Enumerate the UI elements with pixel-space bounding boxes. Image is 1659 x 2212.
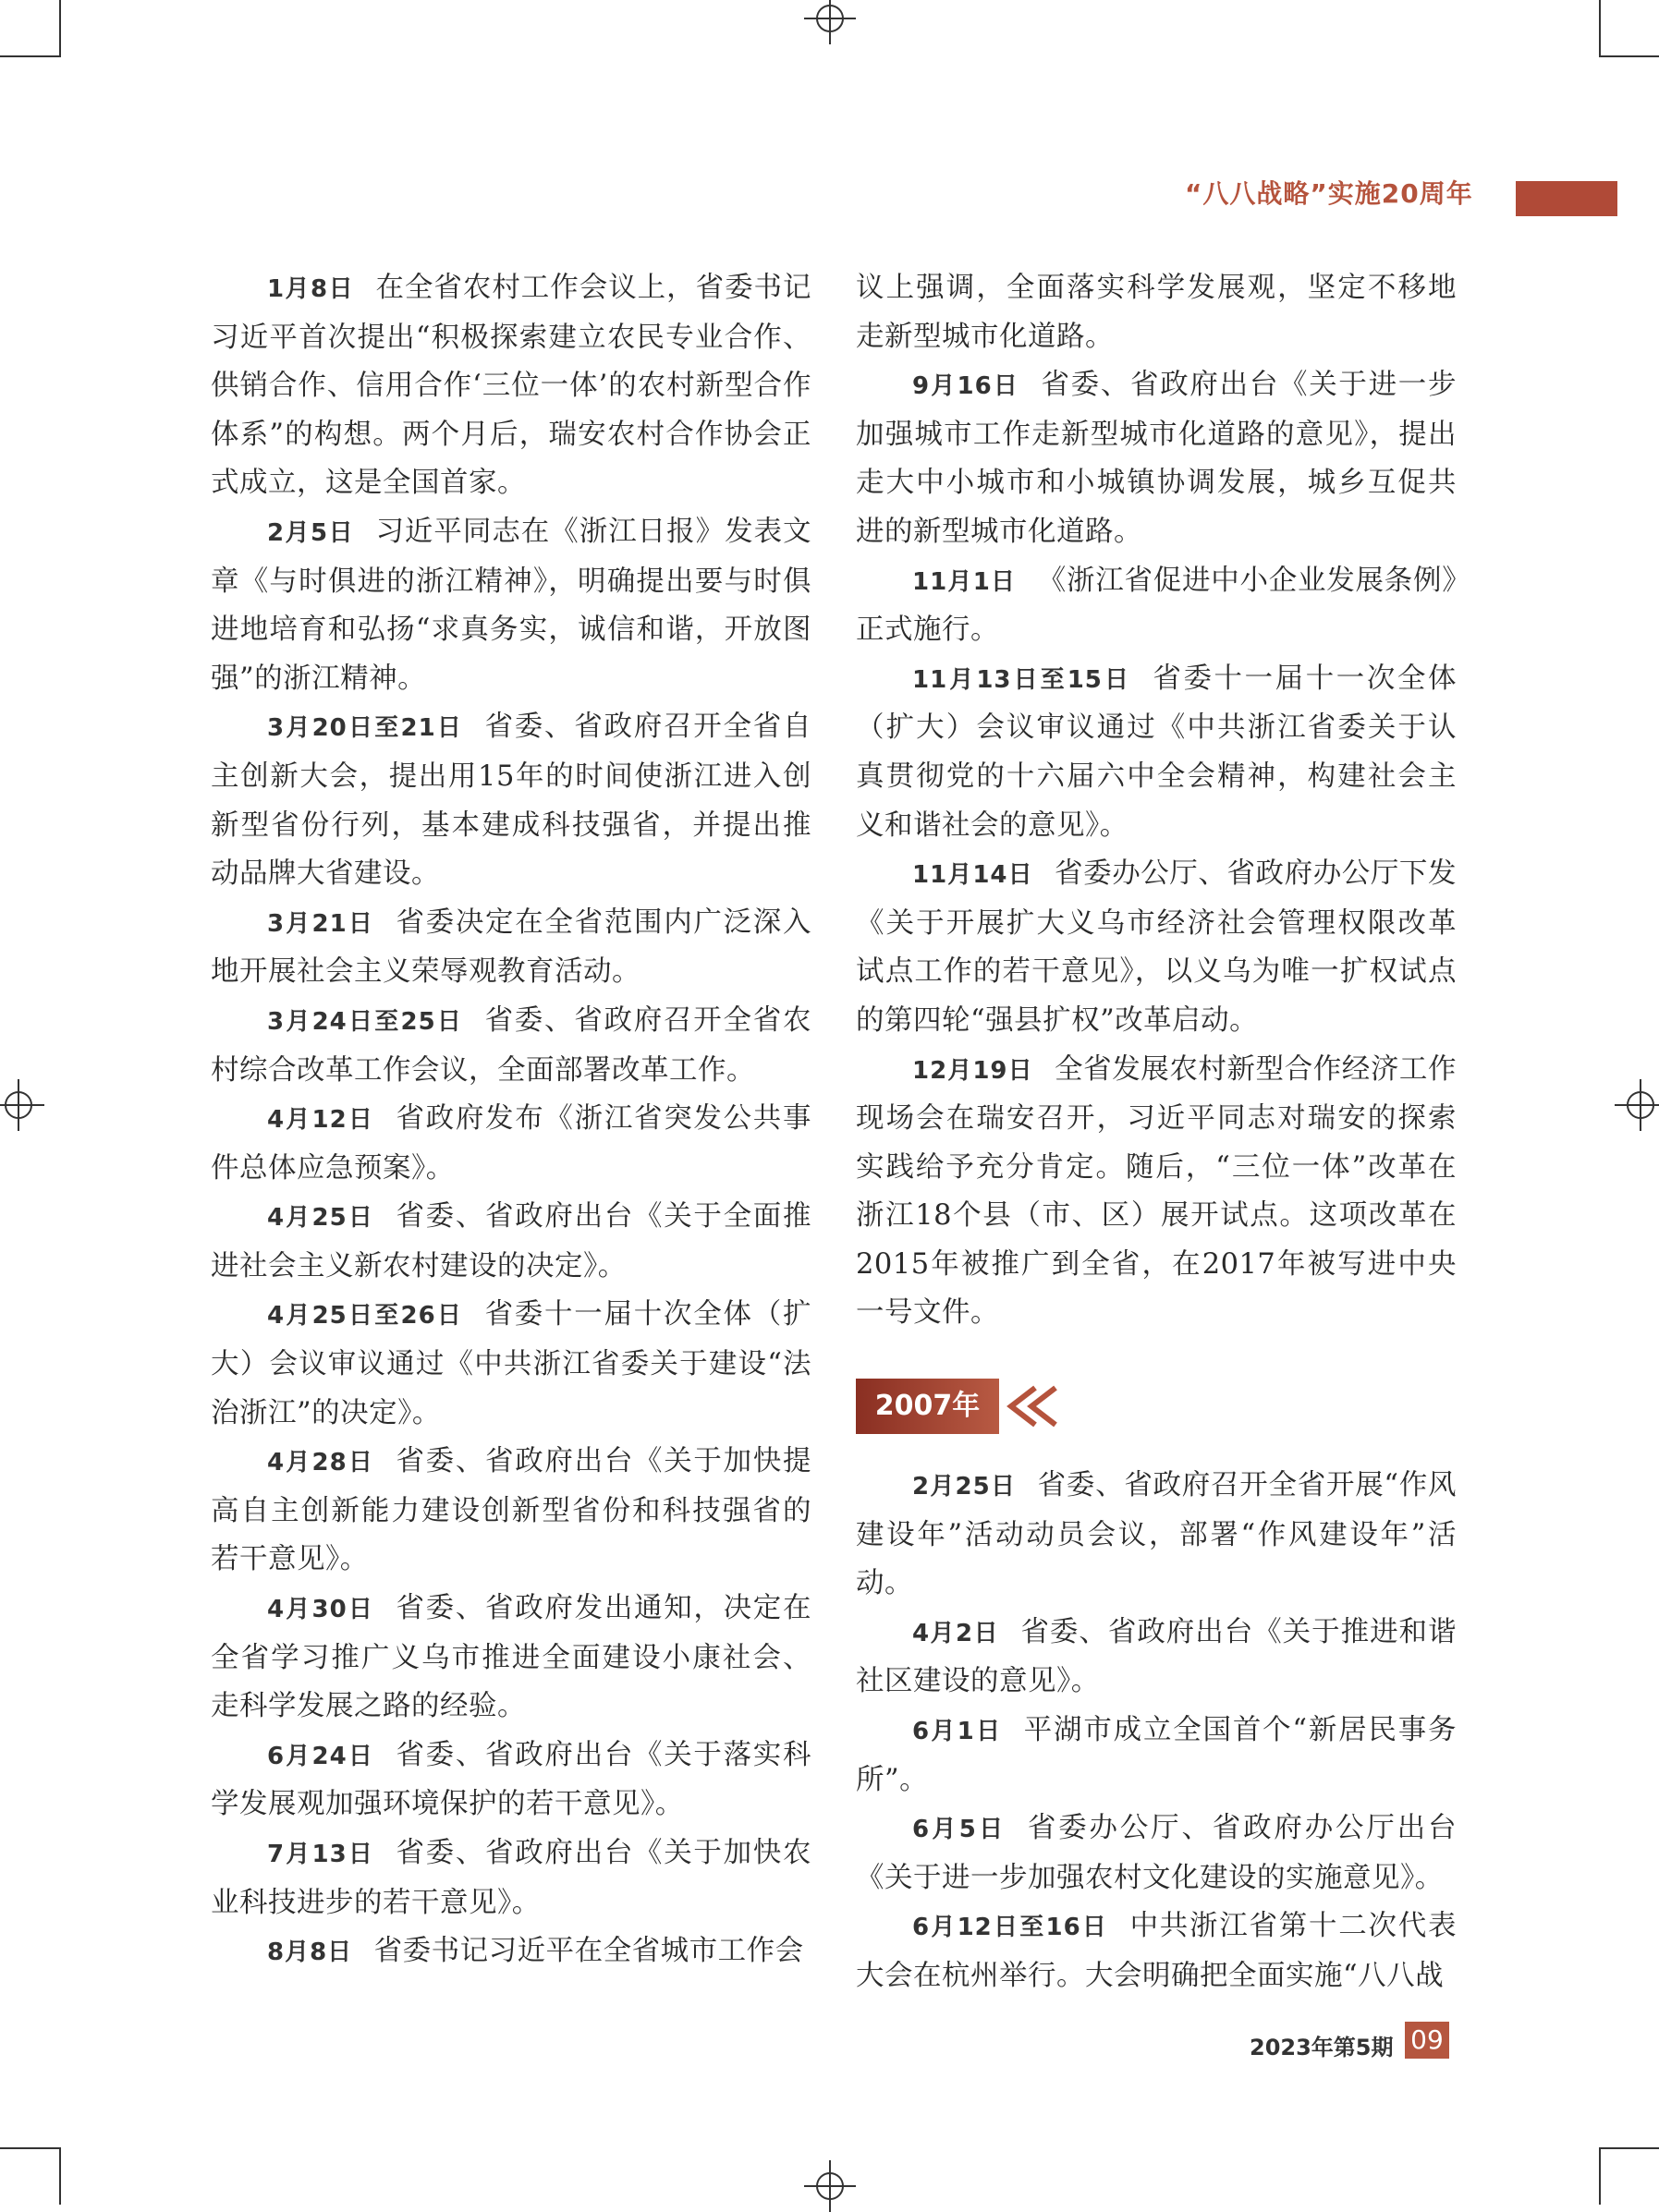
entry-text: 习近平同志在《浙江日报》发表文章《与时俱进的浙江精神》，明确提出要与时俱进地培育和弘扬“求真务实，诚信和谐，开放图强”的浙江精神。 <box>211 515 812 695</box>
chronology-entry <box>856 655 1457 850</box>
chronology-entry <box>211 508 811 703</box>
entry-text: 省委、省政府出台《关于进一步加强城市工作走新型城市化道路的意见》，提出走大中小城市和小城镇协调发展，城乡互促共进的新型城市化道路。 <box>856 369 1457 548</box>
year-label: 2007年 <box>856 1379 999 1434</box>
chronology-entry <box>211 899 811 997</box>
crop-mark <box>59 2147 61 2205</box>
entry-date: 4月2日 <box>912 1619 1000 1647</box>
chronology-entry <box>211 1095 811 1193</box>
entry-date: 4月25日 <box>267 1204 375 1233</box>
entry-date: 11月13日至15日 <box>912 665 1132 694</box>
entry-date: 1月8日 <box>267 275 355 303</box>
chronology-entry <box>856 1707 1457 1805</box>
crop-mark <box>59 0 61 57</box>
chronology-entry <box>856 850 1457 1045</box>
chronology-entry <box>211 1193 811 1291</box>
entry-date: 2月25日 <box>912 1473 1017 1501</box>
registration-mark-icon <box>804 0 856 44</box>
year-heading <box>856 1379 1457 1434</box>
chronology-entry <box>211 1585 811 1732</box>
chronology-entry <box>211 1732 811 1829</box>
entry-text: 省委书记习近平在全省城市工作会 <box>373 1935 804 1968</box>
chronology-entry <box>856 1462 1457 1609</box>
chronology-entry <box>211 264 811 508</box>
chronology-entry <box>856 361 1457 556</box>
crop-mark <box>1599 55 1659 57</box>
entry-text: 省委、省政府出台《关于加快提高自主创新能力建设创新型省份和科技强省的若干意见》。 <box>211 1445 811 1576</box>
registration-mark-icon <box>1615 1079 1659 1131</box>
chronology-entry <box>856 1609 1457 1707</box>
chronology-entry <box>856 557 1457 655</box>
entry-text: 省委办公厅、省政府办公厅下发《关于开展扩大义乌市经济社会管理权限改革试点工作的若干意见》，以义乌为唯一扩权试点的第四轮“强县扩权”改革启动。 <box>856 857 1457 1037</box>
crop-mark <box>0 55 59 57</box>
entry-date: 6月5日 <box>912 1816 1006 1844</box>
right-column <box>856 264 1457 2001</box>
entry-date: 11月14日 <box>912 861 1033 890</box>
entry-text: 省委决定在全省范围内广泛深入地开展社会主义荣辱观教育活动。 <box>211 905 811 989</box>
entry-text: 全省发展农村新型合作经济工作现场会在瑞安召开，习近平同志对瑞安的探索实践给予充分肯定。随后，“三位一体”改革在浙江18个县（市、区）展开试点。这项改革在2015年被推广到全省，在2017年被写进中央一号文件。 <box>856 1052 1457 1330</box>
entry-date: 3月24日至25日 <box>267 1007 464 1036</box>
entry-date: 2月5日 <box>267 518 355 547</box>
registration-mark-icon <box>0 1079 44 1131</box>
entry-date: 6月1日 <box>912 1718 1003 1746</box>
entry-date: 4月12日 <box>267 1106 375 1135</box>
page-number: 09 <box>1405 2022 1449 2059</box>
entry-date: 4月25日至26日 <box>267 1302 464 1331</box>
entry-text: 中共浙江省第十二次代表大会在杭州举行。大会明确把全面实施“八八战 <box>856 1910 1457 1992</box>
chronology-entry <box>211 703 811 898</box>
section-title: “八八战略”实施20周年 <box>1185 178 1473 209</box>
entry-date: 3月20日至21日 <box>267 714 464 743</box>
chronology-entry <box>211 1927 811 1977</box>
entry-text: 平湖市成立全国首个“新居民事务所”。 <box>856 1714 1458 1796</box>
entry-text: 省委、省政府出台《关于推进和谐社区建设的意见》。 <box>856 1615 1458 1698</box>
entry-text: 省委办公厅、省政府办公厅出台《关于进一步加强农村文化建设的实施意见》。 <box>856 1812 1458 1894</box>
entry-text: 省委、省政府召开全省农村综合改革工作会议，全面部署改革工作。 <box>211 1003 811 1087</box>
entry-date: 12月19日 <box>912 1056 1033 1085</box>
entry-continuation: 议上强调，全面落实科学发展观，坚定不移地走新型城市化道路。 <box>856 272 1457 353</box>
crop-mark <box>1599 0 1601 57</box>
entry-text: 省委、省政府发出通知，决定在全省学习推广义乌市推进全面建设小康社会、走科学发展之路的经验。 <box>211 1592 811 1723</box>
section-title-bar <box>1516 181 1617 216</box>
entry-text: 省委十一届十一次全体（扩大）会议审议通过《中共浙江省委关于认真贯彻党的十六届六中全会精神，构建社会主义和谐社会的意见》。 <box>856 662 1458 842</box>
chronology-entry <box>211 997 811 1095</box>
crop-mark <box>1599 2147 1659 2149</box>
entry-text: 省政府发布《浙江省突发公共事件总体应急预案》。 <box>211 1102 811 1185</box>
chronology-entry <box>211 1438 811 1585</box>
entry-text: 省委、省政府出台《关于全面推进社会主义新农村建设的决定》。 <box>211 1200 811 1282</box>
chronology-entry <box>856 1805 1457 1902</box>
crop-mark <box>1599 2147 1601 2205</box>
entry-text: 省委、省政府出台《关于加快农业科技进步的若干意见》。 <box>211 1837 811 1919</box>
entry-date: 3月21日 <box>267 909 375 938</box>
entry-date: 7月13日 <box>267 1841 375 1868</box>
left-column <box>211 264 811 1977</box>
chronology-entry <box>856 1046 1457 1339</box>
chronology-entry <box>856 1902 1457 2000</box>
entry-date: 4月30日 <box>267 1596 375 1624</box>
entry-text: 在全省农村工作会议上，省委书记习近平首次提出“积极探索建立农民专业合作、供销合作、信用合作‘三位一体’的农村新型合作体系”的构想。两个月后，瑞安农村合作协会正式成立，这是全国首家。 <box>211 272 812 500</box>
entry-date: 8月8日 <box>267 1939 353 1967</box>
entry-date: 6月12日至16日 <box>912 1914 1109 1942</box>
entry-date: 11月1日 <box>912 567 1017 596</box>
entry-date: 9月16日 <box>912 372 1020 401</box>
entry-text: 省委、省政府召开全省开展“作风建设年”活动动员会议，部署“作风建设年”活动。 <box>856 1469 1457 1600</box>
entry-text: 《浙江省促进中小企业发展条例》正式施行。 <box>856 564 1457 647</box>
issue-label: 2023年第5期 <box>1250 2035 1394 2060</box>
chronology-entry <box>211 1829 811 1927</box>
entry-text: 省委十一届十次全体（扩大）会议审议通过《中共浙江省委关于建设“法治浙江”的决定》。 <box>211 1298 811 1429</box>
crop-mark <box>0 2147 59 2149</box>
chronology-entry <box>211 1291 811 1438</box>
entry-date: 4月28日 <box>267 1449 375 1477</box>
entry-text: 省委、省政府出台《关于落实科学发展观加强环境保护的若干意见》。 <box>211 1738 811 1821</box>
double-chevron-left-icon <box>994 1382 1068 1430</box>
entry-text: 省委、省政府召开全省自主创新大会，提出用15年的时间使浙江进入创新型省份行列，基本建成科技强省，并提出推动品牌大省建设。 <box>211 711 811 891</box>
entry-date: 6月24日 <box>267 1742 375 1770</box>
